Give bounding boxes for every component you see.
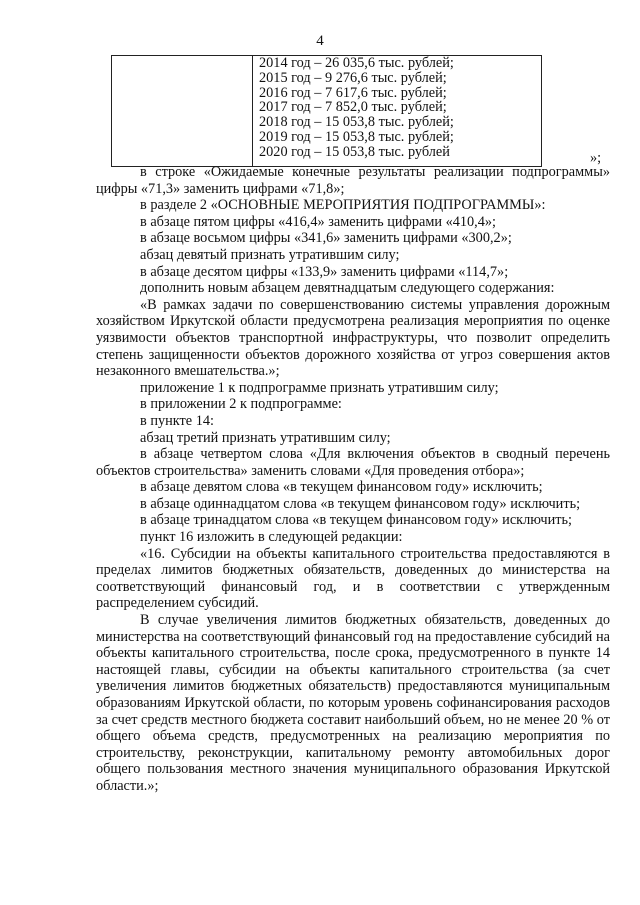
paragraph: в абзаце восьмом цифры «341,6» заменить цифрами «300,2»; [140, 230, 512, 247]
paragraph: в абзаце десятом цифры «133,9» заменить цифрами «114,7»; [140, 263, 509, 280]
paragraph: приложение 1 к подпрограмме признать утратившим силу; [140, 379, 499, 396]
funding-year-line: 2016 год – 7 617,6 тыс. рублей; [259, 84, 447, 101]
paragraph: в абзаце четвертом слова «Для включения объектов в сводный перечень объектов строительства» заменить словами «Для проведения отбора»; [96, 446, 610, 479]
paragraph: дополнить новым абзацем девятнадцатым следующего содержания: [140, 280, 555, 297]
paragraph: в разделе 2 «ОСНОВНЫЕ МЕРОПРИЯТИЯ ПОДПРОГРАММЫ»: [140, 197, 546, 214]
paragraph: в абзаце одиннадцатом слова «в текущем финансовом году» исключить; [140, 495, 581, 512]
quoted-paragraph: «В рамках задачи по совершенствованию системы управления дорожным хозяйством Иркутской области предусмотрена реализация мероприятия по оценке уязвимости объектов транспортной инфраструктуры, что позволит определить степень защищенности объектов дорожного хозяйства от угроз совершения актов незаконного вмешательства.»; [96, 296, 610, 380]
paragraph: в абзаце пятом цифры «416,4» заменить цифрами «410,4»; [140, 213, 497, 230]
funding-year-line: 2019 год – 15 053,8 тыс. рублей; [259, 128, 454, 145]
funding-year-line: 2014 год – 26 035,6 тыс. рублей; [259, 55, 454, 71]
quoted-paragraph: «16. Субсидии на объекты капитального строительства предоставляются в пределах лимитов бюджетных обязательств, доведенных до министерства на соответствующий финансовый год, и в соответствии с утвержденным распределением субсидий. [96, 545, 610, 612]
paragraph: абзац третий признать утратившим силу; [140, 429, 391, 446]
funding-year-line: 2020 год – 15 053,8 тыс. рублей [259, 143, 450, 160]
funding-year-line: 2017 год – 7 852,0 тыс. рублей; [259, 99, 447, 116]
funding-year-line: 2018 год – 15 053,8 тыс. рублей; [259, 114, 454, 131]
funding-table [111, 55, 542, 167]
paragraph: пункт 16 изложить в следующей редакции: [140, 529, 403, 546]
table-closing-quote: »; [590, 150, 602, 166]
quoted-paragraph: В случае увеличения лимитов бюджетных обязательств, доведенных до министерства на соответствующий финансовый год на предоставление субсидий на объекты капитального строительства, после срока, предусмотренного в пункте 14 настоящей главы, субсидии на объекты капитального строительства (за счет увеличения лимитов бюджетных обязательств) предоставляются муниципальным образованиям Иркутской области, по которым уровень софинансирования расходов за счет средств местного бюджета составит наибольший объем, но не менее 20 % от общего объема средств, предусмотренных на реализацию мероприятия по строительству, реконструкции, капитальному ремонту автомобильных дорог общего пользования местного значения муниципального образования Иркутской области.»; [96, 612, 610, 794]
paragraph: в абзаце девятом слова «в текущем финансовом году» исключить; [140, 479, 543, 496]
paragraph: абзац девятый признать утратившим силу; [140, 246, 400, 263]
paragraph: в приложении 2 к подпрограмме: [140, 396, 342, 413]
paragraph: в пункте 14: [140, 412, 214, 429]
page-number: 4 [316, 33, 324, 49]
funding-table-values-cell [253, 56, 542, 167]
paragraph: в абзаце тринадцатом слова «в текущем финансовом году» исключить; [140, 512, 572, 529]
document-body [96, 164, 610, 795]
funding-table-label-cell [112, 56, 253, 167]
paragraph: в строке «Ожидаемые конечные результаты реализации подпрограммы» цифры «71,3» заменить цифрами «71,8»; [96, 164, 610, 197]
funding-year-line: 2015 год – 9 276,6 тыс. рублей; [259, 69, 447, 86]
